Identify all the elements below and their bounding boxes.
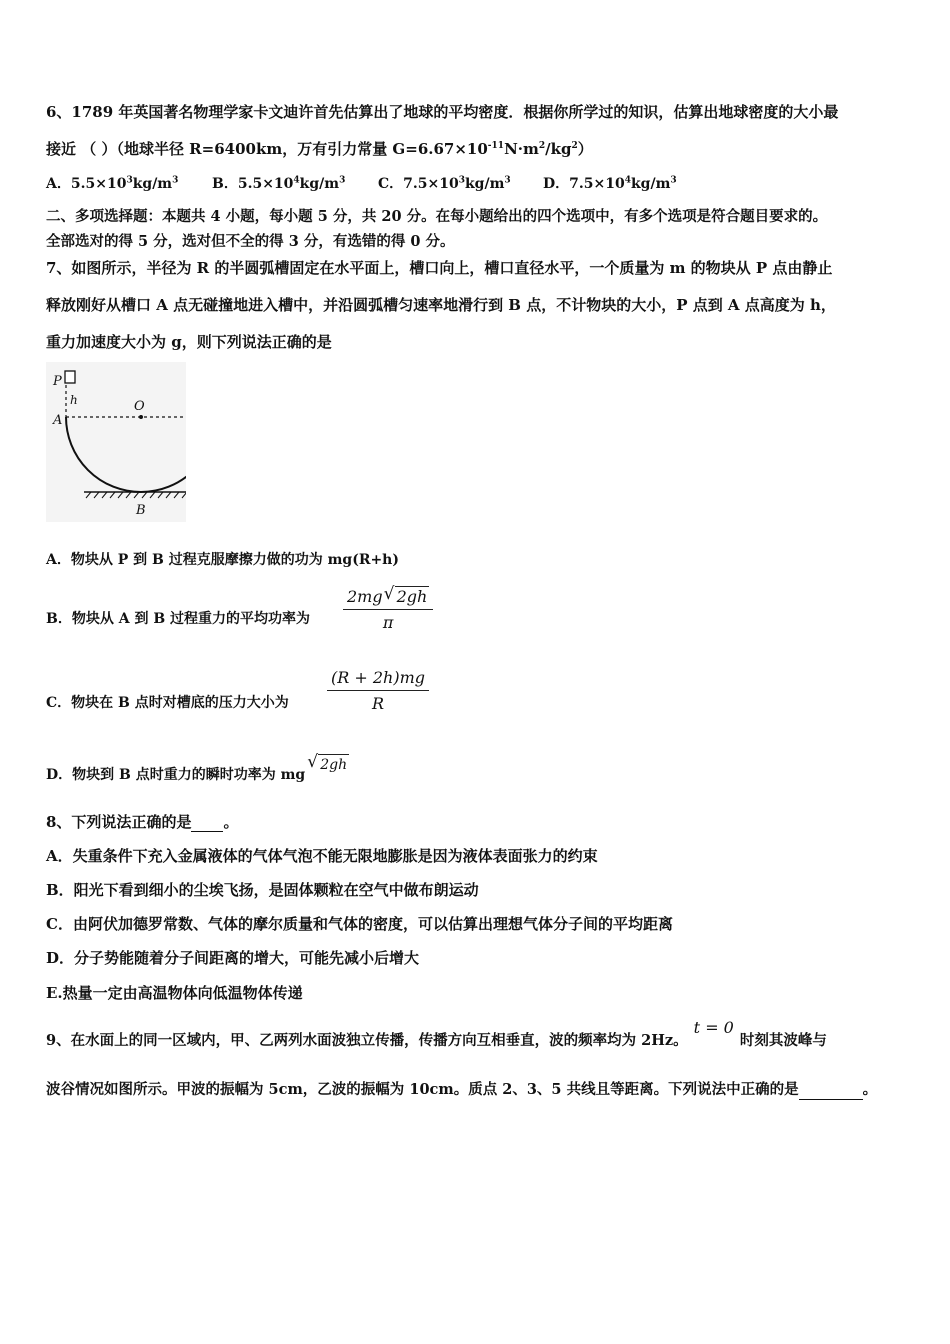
q6-option-c-uexp: 3 bbox=[504, 175, 511, 186]
q6-option-c-unit: kg/m bbox=[464, 176, 505, 192]
q6-option-c[interactable] bbox=[378, 174, 511, 194]
q6-option-b[interactable] bbox=[212, 174, 345, 194]
q9-stem-line1-b: 时刻其波峰与 bbox=[739, 1032, 827, 1049]
q6-exp3: 2 bbox=[571, 141, 578, 151]
q8-stem-end: 。 bbox=[223, 813, 239, 831]
center-point-o bbox=[139, 415, 143, 419]
q7-option-c-fraction bbox=[327, 668, 429, 713]
section2-heading-line2: 全部选对的得 5 分，选对但不全的得 3 分，有选错的得 0 分。 bbox=[46, 233, 455, 250]
q6-option-b-unit: kg/m bbox=[299, 176, 340, 192]
q6-stem-line1: 6、1789 年英国著名物理学家卡文迪许首先估算出了地球的平均密度．根据你所学过的知识，估算出地球密度的大小最 bbox=[46, 103, 839, 121]
q9-stem-line2-text: 波谷情况如图所示。甲波的振幅为 5cm，乙波的振幅为 10cm。质点 2、3、5 共线且等距离。下列说法中正确的是 bbox=[46, 1081, 799, 1098]
q6-option-d[interactable] bbox=[543, 174, 677, 194]
label-p: P bbox=[53, 374, 62, 389]
q6-option-b-uexp: 3 bbox=[339, 175, 346, 186]
q8-option-c[interactable]: C．由阿伏加德罗常数、气体的摩尔质量和气体的密度，可以估算出理想气体分子间的平均距离 bbox=[46, 915, 673, 933]
q6-stem-line2-a: 接近 （ ）（地球半径 R=6400km，万有引力常量 G=6.67×10 bbox=[46, 140, 488, 158]
q6-option-d-exp: 4 bbox=[624, 175, 631, 186]
q9-t-expression: t = 0 bbox=[693, 1018, 734, 1037]
q7-semicircle-figure bbox=[46, 362, 186, 522]
q6-option-d-uexp: 3 bbox=[670, 175, 677, 186]
q6-option-b-exp: 4 bbox=[293, 175, 300, 186]
q6-option-b-prefix: B．5.5×10 bbox=[212, 176, 294, 192]
q6-exp2: 2 bbox=[538, 141, 546, 151]
q6-stem-line2 bbox=[46, 139, 593, 159]
q6-option-a[interactable] bbox=[46, 174, 178, 194]
section2-heading-line1: 二、多项选择题：本题共 4 小题，每小题 5 分，共 20 分。在每小题给出的四个选项中，有多个选项是符合题目要求的。 bbox=[46, 208, 828, 225]
q8-option-e[interactable]: E.热量一定由高温物体向低温物体传递 bbox=[46, 984, 303, 1002]
q6-stem-line2-d: ） bbox=[577, 140, 593, 158]
q7-option-b[interactable]: B．物块从 A 到 B 过程重力的平均功率为 bbox=[46, 611, 311, 627]
q6-option-d-unit: kg/m bbox=[630, 176, 671, 192]
q7-stem-line2: 释放刚好从槽口 A 点无碰撞地进入槽中，并沿圆弧槽匀速率地滑行到 B 点，不计物块的大小，P 点到 A 点高度为 h， bbox=[46, 296, 836, 314]
q6-stem-line2-c: /kg bbox=[545, 140, 572, 158]
q7-option-c-numerator: (R + 2h)mg bbox=[327, 668, 429, 691]
q6-exp1: -11 bbox=[487, 141, 505, 151]
q6-option-a-unit: kg/m bbox=[132, 176, 173, 192]
q7-stem-line3: 重力加速度大小为 g，则下列说法正确的是 bbox=[46, 333, 332, 351]
label-h: h bbox=[70, 393, 78, 407]
q7-option-d-sqrt: √ 2gh bbox=[318, 754, 349, 775]
label-o: O bbox=[134, 399, 145, 414]
q7-option-c[interactable]: C．物块在 B 点时对槽底的压力大小为 bbox=[46, 695, 289, 711]
q6-option-a-uexp: 3 bbox=[172, 175, 179, 186]
q7-option-b-fraction bbox=[343, 586, 433, 632]
q6-option-c-prefix: C．7.5×10 bbox=[378, 176, 459, 192]
q7-option-b-sqrt: √ 2gh bbox=[395, 586, 430, 606]
q6-option-a-exp: 3 bbox=[126, 175, 133, 186]
q6-option-a-prefix: A．5.5×10 bbox=[46, 176, 127, 192]
q9-stem-line2-end: 。 bbox=[862, 1081, 878, 1098]
q7-option-c-denominator: R bbox=[371, 694, 385, 713]
q7-option-d[interactable] bbox=[46, 757, 349, 785]
q7-option-b-denominator: π bbox=[382, 613, 394, 632]
q7-stem-line1: 7、如图所示，半径为 R 的半圆弧槽固定在水平面上，槽口向上，槽口直径水平，一个质量为 m 的物块从 P 点由静止 bbox=[46, 259, 833, 277]
label-a: A bbox=[53, 413, 63, 428]
q8-option-d[interactable]: D．分子势能随着分子间距离的增大，可能先减小后增大 bbox=[46, 949, 420, 967]
q8-option-a[interactable]: A．失重条件下充入金属液体的气体气泡不能无限地膨胀是因为液体表面张力的约束 bbox=[46, 847, 598, 865]
q8-option-b[interactable]: B．阳光下看到细小的尘埃飞扬，是固体颗粒在空气中做布朗运动 bbox=[46, 881, 479, 899]
q9-stem-line1-a: 9、在水面上的同一区域内，甲、乙两列水面波独立传播，传播方向互相垂直，波的频率均为 2Hz。 bbox=[46, 1032, 688, 1049]
q7-option-b-numerator bbox=[343, 586, 433, 610]
q8-answer-blank[interactable] bbox=[191, 831, 223, 832]
figure-background bbox=[46, 362, 186, 522]
q7-option-d-text: D．物块到 B 点时重力的瞬时功率为 mg bbox=[46, 767, 306, 783]
label-b: B bbox=[136, 503, 146, 518]
q6-option-c-exp: 3 bbox=[458, 175, 465, 186]
q7-option-b-num-coef: 2mg bbox=[347, 587, 383, 606]
q9-stem-line1 bbox=[46, 1018, 827, 1051]
q8-stem-text: 8、下列说法正确的是 bbox=[46, 813, 192, 831]
block-p bbox=[65, 371, 75, 383]
q8-stem bbox=[46, 812, 238, 832]
q9-answer-blank[interactable] bbox=[799, 1099, 863, 1100]
q6-option-d-prefix: D．7.5×10 bbox=[543, 176, 625, 192]
q7-option-a[interactable]: A．物块从 P 到 B 过程克服摩擦力做的功为 mg(R+h) bbox=[46, 552, 399, 568]
q6-stem-line2-b: N·m bbox=[504, 140, 539, 158]
q9-stem-line2 bbox=[46, 1080, 877, 1100]
